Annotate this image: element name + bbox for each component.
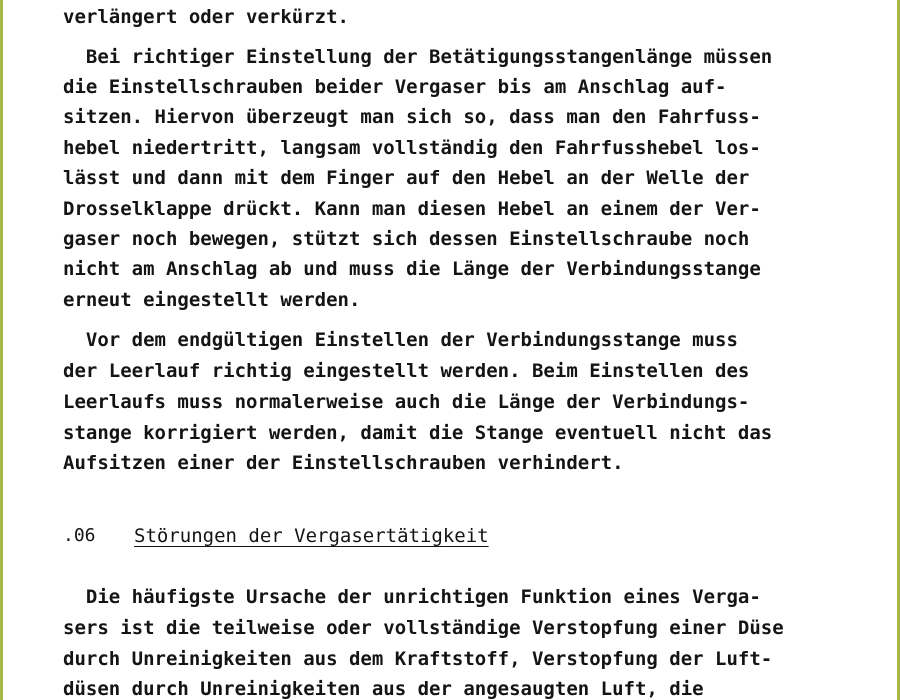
text-line: sers ist die teilweise oder vollständige Verstopfung einer Düse <box>63 617 784 639</box>
text-line: Bei richtiger Einstellung der Betätigungsstangenlänge müssen <box>63 46 773 68</box>
text-line: gaser noch bewegen, stützt sich dessen Einstellschraube noch <box>63 228 750 250</box>
section-number: .06 <box>63 525 96 546</box>
text-line: Drosselklappe drückt. Kann man diesen Hebel an einem der Ver- <box>63 198 761 220</box>
text-line: nicht am Anschlag ab und muss die Länge der Verbindungsstange <box>63 258 761 280</box>
text-line: stange korrigiert werden, damit die Stange eventuell nicht das <box>63 422 773 444</box>
text-line: lässt und dann mit dem Finger auf den Hebel an der Welle der <box>63 167 750 189</box>
text-line: durch Unreinigkeiten aus dem Kraftstoff, Verstopfung der Luft- <box>63 648 773 670</box>
text-line: der Leerlauf richtig eingestellt werden. Beim Einstellen des <box>63 360 750 382</box>
text-line: erneut eingestellt werden. <box>63 289 361 311</box>
text-line: sitzen. Hiervon überzeugt man sich so, dass man den Fahrfuss- <box>63 106 761 128</box>
text-line: Die häufigste Ursache der unrichtigen Funktion eines Verga- <box>63 586 761 608</box>
text-line: Aufsitzen einer der Einstellschrauben verhindert. <box>63 452 624 474</box>
section-title: Störungen der Vergasertätigkeit <box>134 525 489 547</box>
text-line: Vor dem endgültigen Einstellen der Verbindungsstange muss <box>63 329 738 351</box>
text-line: verlängert oder verkürzt. <box>63 6 349 28</box>
document-page <box>3 0 897 700</box>
text-line: hebel niedertritt, langsam vollständig den Fahrfusshebel los- <box>63 137 761 159</box>
text-line: die Einstellschrauben beider Vergaser bis am Anschlag auf- <box>63 76 727 98</box>
text-line: Leerlaufs muss normalerweise auch die Länge der Verbindungs- <box>63 391 750 413</box>
text-line: düsen durch Unreinigkeiten aus der angesaugten Luft, die <box>63 678 704 700</box>
